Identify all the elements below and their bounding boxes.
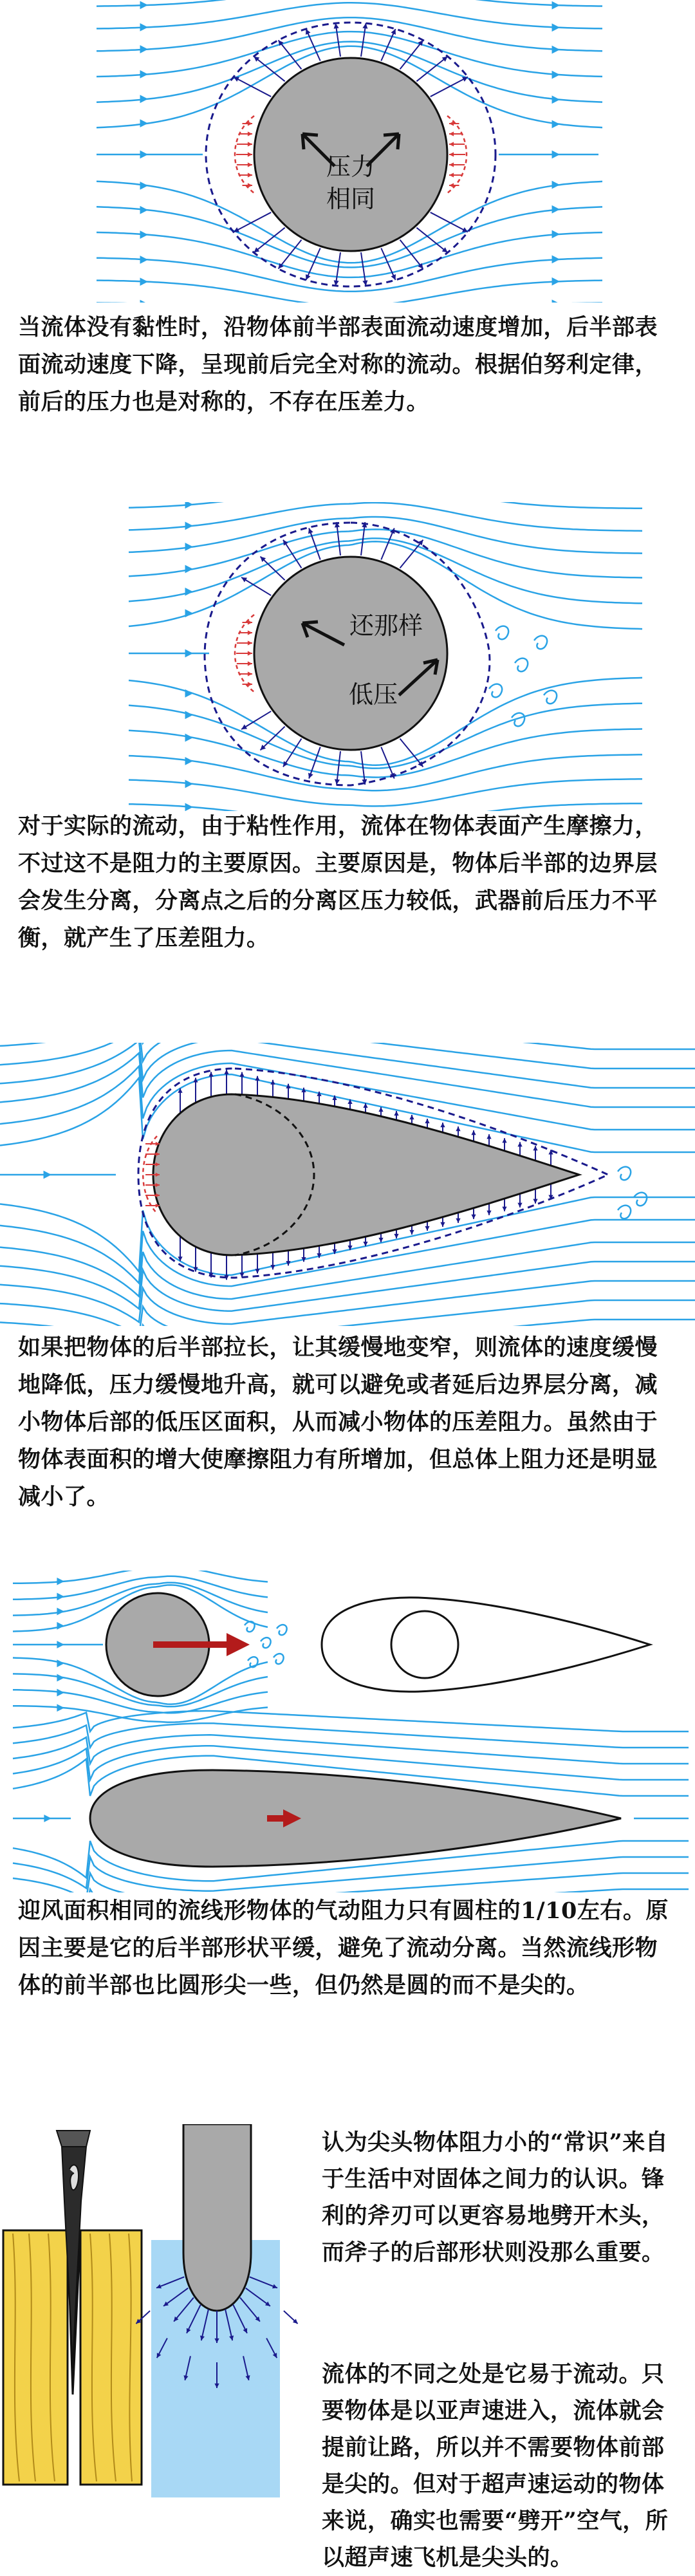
arrow-head xyxy=(517,1142,522,1146)
label-pressure: 压力 xyxy=(326,153,376,181)
label-same: 相同 xyxy=(326,185,376,213)
diagram-elongated-body xyxy=(0,1043,695,1326)
arrow-head xyxy=(425,1119,429,1123)
viscous-flow-svg xyxy=(0,502,695,811)
wake-vortex xyxy=(245,1621,255,1632)
wake-vortex xyxy=(544,691,557,704)
arrow-head xyxy=(140,119,148,127)
arrow-head xyxy=(185,543,193,551)
arrow-head xyxy=(248,671,252,676)
streamlined-body xyxy=(90,1770,621,1867)
arrow-head xyxy=(440,1222,445,1227)
streamline xyxy=(13,1711,689,1731)
arrow-head xyxy=(185,565,193,574)
arrow-head xyxy=(57,1674,64,1682)
arrow-head xyxy=(57,1622,64,1630)
arrow-head xyxy=(57,1689,64,1697)
arrow-head xyxy=(185,649,193,658)
arrow-head xyxy=(248,183,252,187)
arrow-head xyxy=(248,640,252,645)
arrow-head xyxy=(394,1234,398,1238)
arrow-head xyxy=(552,46,560,54)
arrow-head xyxy=(224,1070,228,1074)
arrow-head xyxy=(208,1072,213,1076)
inviscid-flow-svg xyxy=(0,0,695,303)
arrow-head xyxy=(449,183,454,187)
arrow-head xyxy=(517,1203,522,1208)
arrow-head xyxy=(471,1130,476,1135)
arrow-head xyxy=(140,95,148,103)
arrow-head xyxy=(248,620,252,624)
wake-vortex xyxy=(261,1638,271,1648)
arrow-head xyxy=(552,1,560,10)
arrow-head xyxy=(248,173,252,177)
arrow-head xyxy=(57,1641,64,1648)
blunt-body xyxy=(183,2124,251,2311)
arrow-head xyxy=(409,1230,414,1235)
arrow-head xyxy=(140,23,148,32)
diagram-axe-water xyxy=(0,2124,695,2571)
caption-inviscid: 当流体没有黏性时，沿物体前半部表面流动速度增加，后半部表面流动速度下降，呈现前后完全对称的流动。根据伯努利定律，前后的压力也是对称的，不存在压差力。 xyxy=(18,314,658,415)
arrow-head xyxy=(552,205,560,214)
wake-vortex xyxy=(489,684,502,698)
arrow-head xyxy=(552,71,560,79)
suction-arrow xyxy=(431,212,468,232)
cylinder-body xyxy=(254,557,447,750)
arrow-head xyxy=(185,588,193,596)
arrow-head xyxy=(140,70,148,79)
wake-vortex xyxy=(534,636,547,649)
arrow-head xyxy=(449,162,454,167)
arrow-head xyxy=(57,1578,64,1585)
arrow-head xyxy=(378,1238,383,1242)
arrow-head xyxy=(502,1138,506,1143)
arrow-head xyxy=(140,45,148,53)
suction-arrow xyxy=(431,77,468,97)
arrow-head xyxy=(449,173,454,177)
arrow-head xyxy=(140,151,148,159)
front-pressure-zone xyxy=(235,615,254,692)
wake-vortex xyxy=(277,1625,287,1635)
arrow-head xyxy=(57,1704,64,1712)
axe-water-svg xyxy=(0,2124,309,2535)
wake-vortex xyxy=(618,1167,631,1181)
arrow-head xyxy=(248,682,252,686)
streamline xyxy=(13,1857,689,1891)
arrow-head xyxy=(140,277,148,286)
streamline xyxy=(13,1746,689,1780)
arrow-head xyxy=(57,1659,64,1667)
wake-vortex xyxy=(634,1193,647,1206)
arrow-head xyxy=(552,120,560,129)
arrow-head xyxy=(409,1115,414,1119)
label-unchanged: 还那样 xyxy=(349,611,423,640)
tail-vortices xyxy=(618,1167,647,1219)
arrow-head xyxy=(185,609,193,617)
caption-elongated: 如果把物体的后半部拉长，让其缓慢地变窄，则流体的速度缓慢地降低，压力缓慢地升高，就可以避免或者延后边界层分离，减小物体后部的低压区面积，从而减小物体的压差阻力。虽然由于物体表面积的增大使摩擦阻力有所增加，但总体上阻力还是明显减小了。 xyxy=(18,1334,658,1510)
arrow-head xyxy=(185,757,193,765)
arrow-head xyxy=(239,1072,244,1077)
streamline xyxy=(129,779,642,806)
elongated-body xyxy=(153,1094,579,1255)
arrow-head xyxy=(248,142,252,146)
arrow-head xyxy=(44,1171,51,1179)
arrow-head xyxy=(552,230,560,239)
arrow-head xyxy=(456,1126,460,1131)
streamline xyxy=(0,1043,695,1069)
arrow-head xyxy=(140,182,148,190)
arrow-head xyxy=(140,230,148,239)
arrow-head xyxy=(140,300,148,303)
arrow-head xyxy=(456,1218,460,1223)
suction-arrow xyxy=(241,711,271,729)
arrow-head xyxy=(552,151,560,159)
arrow-head xyxy=(185,522,193,530)
arrow-head xyxy=(140,206,148,214)
arrow-head xyxy=(248,630,252,635)
arrow-head xyxy=(44,1815,51,1822)
arrow-head xyxy=(185,734,193,742)
side-text-axe: 认为尖头物体阻力小的“常识”来自于生活中对固体之间力的认识。锋利的斧刃可以更容易地劈开木头，而斧子的后部形状则没那么重要。 xyxy=(322,2129,669,2266)
airfoil-outline xyxy=(322,1598,650,1692)
arrow-head xyxy=(449,131,454,136)
arrow-head xyxy=(248,651,252,655)
cylinder-wake xyxy=(245,1621,287,1667)
arrow-head xyxy=(255,1269,259,1273)
caption-viscous: 对于实际的流动，由于粘性作用，流体在物体表面产生摩擦力，不过这不是阻力的主要原因。主要原因是，物体后半部的边界层会发生分离，分离点之后的分离区压力较低，武器前后压力不平衡，就产生了压差阻力。 xyxy=(18,813,658,951)
arrow-head xyxy=(378,1107,383,1112)
arrow-head xyxy=(185,779,193,788)
arrow-head xyxy=(552,95,560,104)
suction-arrow xyxy=(234,212,271,232)
arrow-head xyxy=(552,256,560,264)
diagram-drag-comparison xyxy=(0,1571,695,1892)
wake-vortex xyxy=(618,1206,631,1219)
arrow-head xyxy=(57,1608,64,1616)
arrow-head xyxy=(185,711,193,719)
drag-comparison-svg xyxy=(0,1571,695,1892)
arrow-head xyxy=(425,1226,429,1231)
diagram-inviscid-flow xyxy=(0,0,695,303)
streamline xyxy=(97,3,602,28)
arrow-head xyxy=(449,142,454,146)
arrow-head xyxy=(248,121,252,126)
arrow-head xyxy=(486,1211,491,1215)
arrow-head xyxy=(440,1123,445,1127)
arrow-head xyxy=(185,689,193,698)
streamline xyxy=(13,1571,268,1583)
arrow-head xyxy=(471,1215,476,1219)
label-low-pressure: 低压 xyxy=(348,680,398,709)
arrow-head xyxy=(248,131,252,136)
arrow-head xyxy=(449,121,454,126)
arrow-head xyxy=(248,152,252,156)
arrow-head xyxy=(552,181,560,189)
arrow-head xyxy=(394,1111,398,1115)
caption-comparison: 迎风面积相同的流线形物体的气动阻力只有圆柱的1/10左右。原因主要是它的后半部形状平缓，避免了流动分离。当然流线形物体的前半部也比圆形尖一些，但仍然是圆的而不是尖的。 xyxy=(18,1898,669,1999)
streamline xyxy=(13,1873,689,1892)
arrow-head xyxy=(533,1199,537,1204)
arrow-head xyxy=(502,1207,506,1211)
diagram-viscous-flow xyxy=(0,502,695,811)
wake-vortex xyxy=(273,1654,284,1664)
arrow-head xyxy=(552,277,560,286)
side-text-fluid: 流体的不同之处是它易于流动。只要物体是以亚声速进入，流体就会提前让路，所以并不需要物体前部是尖的。但对于超声速运动的物体来说，确实也需要“劈开”空气，所以超声速飞机是尖头的。 xyxy=(322,2361,669,2571)
wake-vortex xyxy=(496,626,508,640)
arrow-head xyxy=(255,1076,259,1081)
wake-vortex xyxy=(515,658,528,672)
elongated-body-svg xyxy=(0,1043,695,1326)
suction-arrow xyxy=(241,577,271,595)
arrow-head xyxy=(140,1,148,10)
arrow-head xyxy=(552,299,560,303)
arrow-head xyxy=(57,1593,64,1601)
arrow-head xyxy=(533,1146,537,1150)
arrow-head xyxy=(248,162,252,167)
suction-arrow xyxy=(234,77,271,97)
arrow-head xyxy=(486,1134,491,1139)
arrow-head xyxy=(248,661,252,666)
arrow-head xyxy=(449,152,454,156)
arrow-head xyxy=(552,23,560,32)
arrow-head xyxy=(140,256,148,264)
